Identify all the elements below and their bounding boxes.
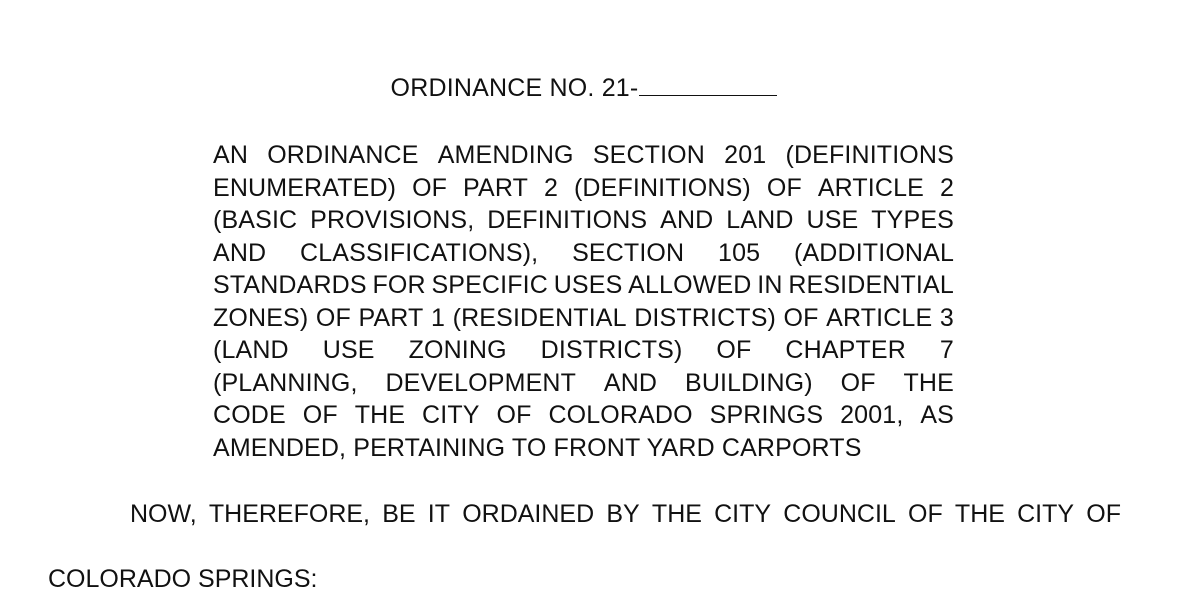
enactment-word: COUNCIL xyxy=(783,500,896,528)
title-word: LAND xyxy=(726,206,794,234)
title-word: AND xyxy=(660,206,714,234)
ordinance-title xyxy=(213,139,954,464)
title-word: IN xyxy=(757,271,783,299)
title-word: 7 xyxy=(939,336,954,364)
enactment-clause xyxy=(130,498,1121,530)
title-word: 105 xyxy=(718,238,761,267)
title-word: THE xyxy=(903,368,954,397)
title-word: SPRINGS xyxy=(709,401,824,429)
title-word: PART xyxy=(463,173,529,202)
title-word: AND xyxy=(213,238,267,267)
title-word: CLASSIFICATIONS), xyxy=(300,238,539,267)
ordinance-number-blank xyxy=(639,73,777,96)
title-line xyxy=(213,399,954,432)
title-word: TYPES xyxy=(871,206,954,234)
title-word: CHAPTER xyxy=(785,336,906,364)
title-word: USE xyxy=(806,206,859,234)
title-word: COLORADO xyxy=(548,401,693,429)
enactment-word: NOW, xyxy=(130,500,197,528)
title-word: CODE xyxy=(213,401,286,429)
enactment-word: THE xyxy=(651,500,702,528)
title-word: OF xyxy=(315,303,351,332)
enactment-word: IT xyxy=(427,500,450,528)
enactment-word: CITY xyxy=(1017,500,1075,528)
enactment-word: BE xyxy=(382,500,416,528)
title-word: THE xyxy=(354,401,406,429)
title-word: 3 xyxy=(939,303,954,332)
title-line xyxy=(213,204,954,237)
enactment-word: OF xyxy=(908,500,943,528)
title-word: FOR xyxy=(372,271,426,299)
title-word: SECTION xyxy=(592,141,705,169)
title-word: (PLANNING, xyxy=(213,368,358,397)
title-word: OF xyxy=(302,401,338,429)
title-word: PROVISIONS, xyxy=(310,206,475,234)
title-word: SPECIFIC xyxy=(431,271,548,299)
title-word: ARTICLE xyxy=(826,303,933,332)
enactment-word: THE xyxy=(954,500,1005,528)
title-word: DISTRICTS) xyxy=(540,336,683,364)
enactment-word: CITY xyxy=(714,500,772,528)
title-word: CITY xyxy=(422,401,480,429)
title-line xyxy=(213,139,954,172)
title-line xyxy=(213,172,954,205)
title-word: DEVELOPMENT xyxy=(385,368,577,397)
title-word: ZONING xyxy=(408,336,507,364)
title-word: 201 xyxy=(724,141,767,169)
title-line xyxy=(213,334,954,367)
enactment-word: THEREFORE, xyxy=(208,500,370,528)
title-word: (ADDITIONAL xyxy=(794,238,954,267)
title-word: PART xyxy=(358,303,424,332)
title-word: ARTICLE xyxy=(817,173,924,202)
title-word: 2 xyxy=(543,173,559,202)
enactment-word: BY xyxy=(606,500,640,528)
title-word: 1 xyxy=(431,303,446,332)
title-word: OF xyxy=(783,303,819,332)
title-word: ALLOWED xyxy=(628,271,752,299)
title-word: OF xyxy=(412,173,448,202)
title-word: 2001, xyxy=(840,401,904,429)
enactment-word: ORDAINED xyxy=(462,500,595,528)
title-line xyxy=(213,432,954,465)
title-word: (DEFINITIONS xyxy=(785,141,954,169)
title-line xyxy=(213,367,954,400)
title-word: AMENDED, PERTAINING TO FRONT YARD CARPORTS xyxy=(213,433,862,462)
title-word: OF xyxy=(496,401,532,429)
title-word: AS xyxy=(920,401,954,429)
title-word: (BASIC xyxy=(213,206,298,234)
title-word: (DEFINITIONS) xyxy=(573,173,751,202)
title-word: DISTRICTS) xyxy=(634,303,776,332)
title-word: OF xyxy=(716,336,752,364)
title-word: USES xyxy=(553,271,623,299)
title-word: ZONES) xyxy=(213,303,309,332)
title-word: ORDINANCE xyxy=(267,141,419,169)
enactment-word: OF xyxy=(1086,500,1121,528)
title-word: OF xyxy=(840,368,876,397)
enactment-clause-continuation: COLORADO SPRINGS: xyxy=(48,565,318,593)
title-line xyxy=(213,269,954,302)
title-word: STANDARDS xyxy=(213,271,367,299)
title-line xyxy=(213,237,954,270)
title-word: BUILDING) xyxy=(685,368,813,397)
ordinance-number-heading xyxy=(0,72,1168,104)
ordinance-number-label: ORDINANCE NO. 21- xyxy=(390,74,639,102)
title-word: SECTION xyxy=(572,238,685,267)
title-word: USE xyxy=(322,336,375,364)
title-word: AMENDING xyxy=(437,141,574,169)
title-word: (RESIDENTIAL xyxy=(452,303,627,332)
title-word: ENUMERATED) xyxy=(213,173,397,202)
title-word: AN xyxy=(213,141,249,169)
title-word: (LAND xyxy=(213,336,289,364)
title-word: 2 xyxy=(939,173,954,202)
title-line xyxy=(213,302,954,335)
title-word: OF xyxy=(766,173,802,202)
title-word: DEFINITIONS xyxy=(487,206,648,234)
title-word: RESIDENTIAL xyxy=(788,271,954,299)
title-word: AND xyxy=(603,368,658,397)
